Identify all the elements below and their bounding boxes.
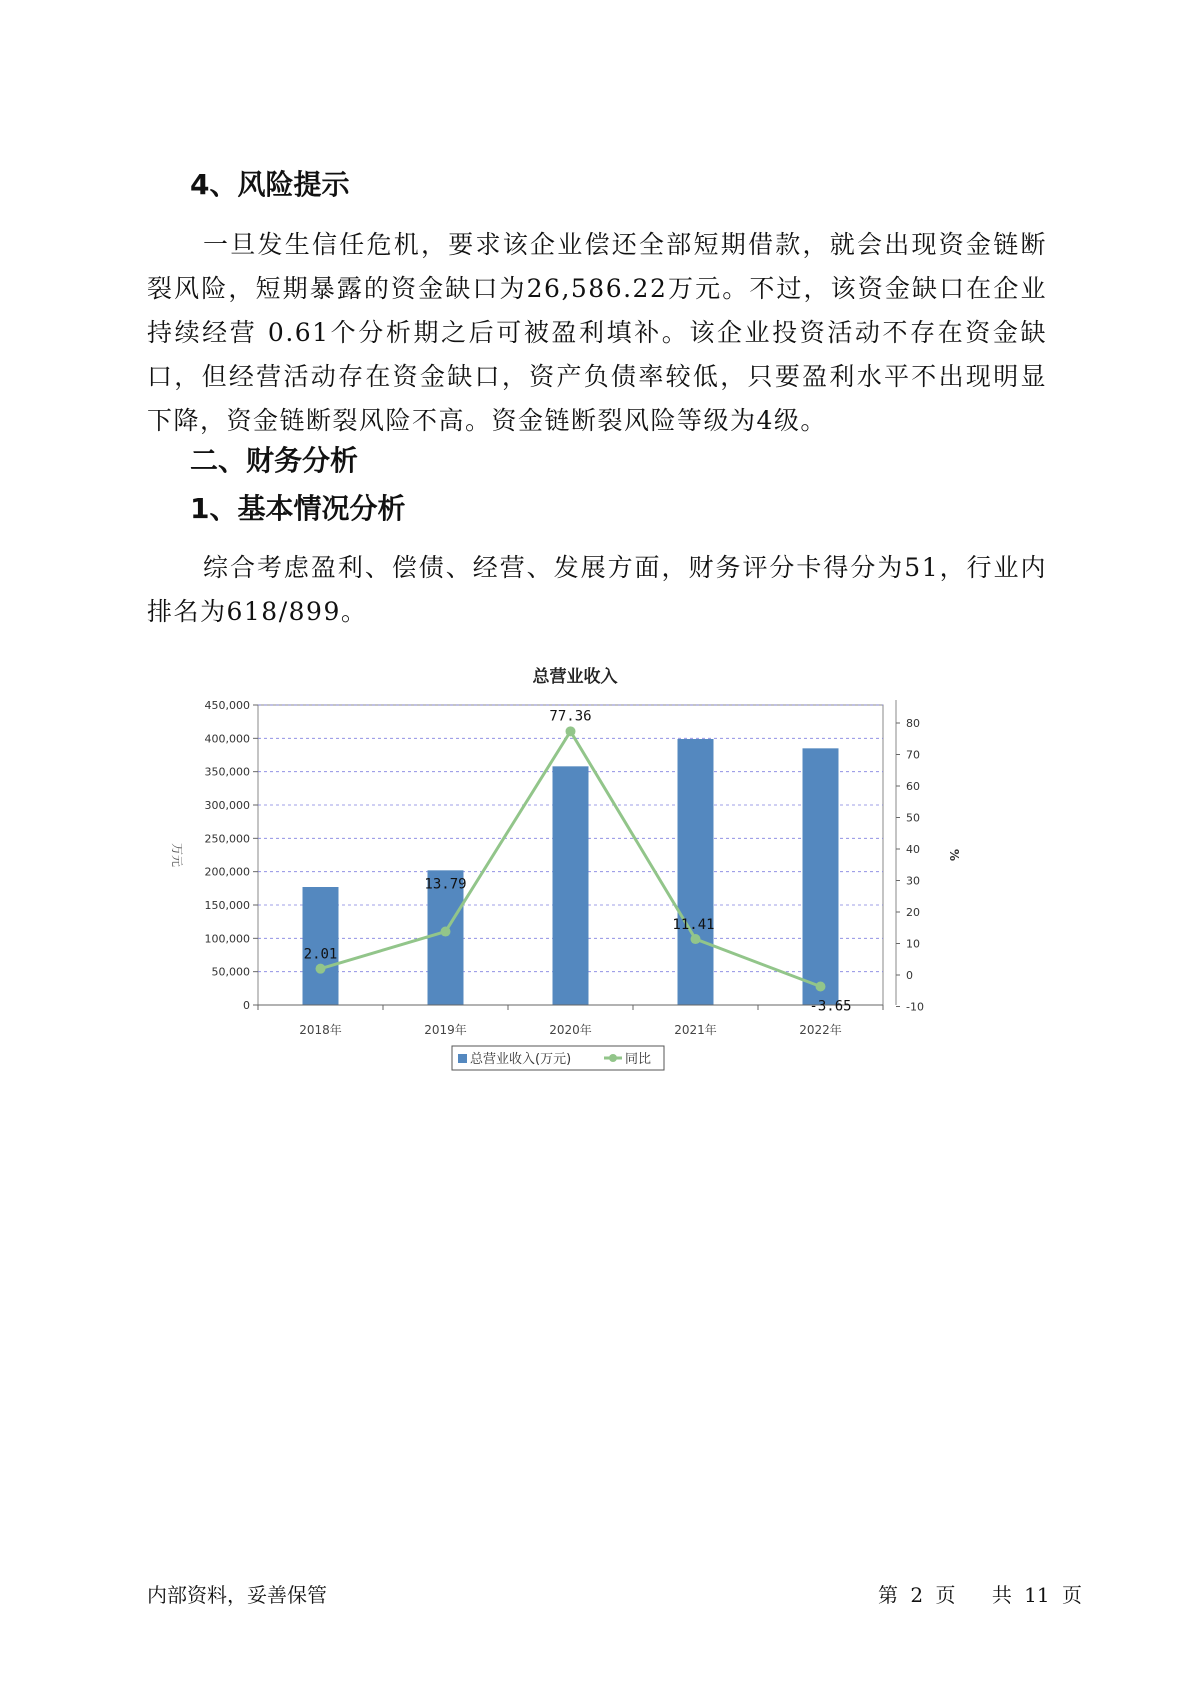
yoy-data-label: -3.65 bbox=[809, 998, 852, 1015]
page-number bbox=[878, 1581, 1082, 1609]
x-tick-label: 2019年 bbox=[424, 1023, 467, 1037]
y2-tick-label: 30 bbox=[906, 874, 920, 888]
yoy-point bbox=[566, 726, 576, 736]
finance-heading: 二、财务分析 bbox=[190, 444, 359, 477]
revenue-chart bbox=[170, 660, 961, 1080]
legend-bar-swatch bbox=[458, 1054, 467, 1063]
y-tick-label: 50,000 bbox=[211, 965, 250, 979]
yoy-data-label: 11.41 bbox=[672, 917, 715, 934]
yoy-data-label: 77.36 bbox=[549, 708, 592, 725]
y2-tick-label: 70 bbox=[906, 748, 920, 762]
chart-title: 总营业收入 bbox=[532, 667, 618, 687]
yoy-point bbox=[316, 964, 326, 974]
legend-line-label: 同比 bbox=[625, 1052, 652, 1067]
yoy-point bbox=[816, 981, 826, 991]
y-tick-label: 450,000 bbox=[204, 699, 250, 712]
risk-paragraph: 一旦发生信任危机，要求该企业偿还全部短期借款，就会出现资金链断裂风险，短期暴露的资金缺口为26,586.22万元。不过，该资金缺口在企业持续经营 0.61个分析期之后可被盈利填补。该企业投资活动不存在资金缺口，但经营活动存在资金缺口，资产负债率较低，只要盈利水平不出现明显下降，资金链断裂风险不高。资金链断裂风险等级为4级。 bbox=[147, 230, 1047, 435]
basic-paragraph: 综合考虑盈利、偿债、经营、发展方面，财务评分卡得分为51，行业内排名为618/899。 bbox=[147, 553, 1047, 626]
y2-tick-label: 60 bbox=[906, 780, 920, 793]
revenue-bar bbox=[803, 748, 839, 1005]
y-tick-label: 100,000 bbox=[204, 932, 250, 946]
y2-tick-label: 10 bbox=[906, 937, 920, 951]
y2-tick-label: 50 bbox=[906, 811, 920, 825]
y-axis-label: 万元 bbox=[170, 842, 184, 868]
x-tick-label: 2020年 bbox=[549, 1023, 592, 1037]
page-prefix: 第 bbox=[878, 1583, 898, 1607]
legend-line-marker bbox=[609, 1054, 617, 1062]
revenue-bar bbox=[553, 766, 589, 1005]
total-num: 11 bbox=[1024, 1583, 1050, 1607]
revenue-bar bbox=[678, 739, 714, 1005]
risk-heading: 4、风险提示 bbox=[190, 168, 350, 201]
y-tick-label: 200,000 bbox=[204, 865, 250, 879]
x-tick-label: 2021年 bbox=[674, 1023, 717, 1037]
y-tick-label: 250,000 bbox=[204, 832, 250, 846]
page-unit: 页 bbox=[935, 1583, 956, 1607]
y-tick-label: 300,000 bbox=[204, 799, 250, 812]
yoy-data-label: 2.01 bbox=[303, 946, 338, 963]
y-tick-label: 400,000 bbox=[204, 732, 250, 746]
page-num: 2 bbox=[910, 1583, 924, 1607]
x-tick-label: 2018年 bbox=[299, 1023, 342, 1037]
y2-tick-label: 0 bbox=[906, 969, 913, 982]
y-tick-label: 150,000 bbox=[204, 899, 250, 912]
y2-tick-label: -10 bbox=[906, 1000, 924, 1014]
y-tick-label: 0 bbox=[243, 999, 250, 1012]
yoy-point bbox=[441, 927, 451, 937]
y2-tick-label: 20 bbox=[906, 906, 920, 919]
basic-heading: 1、基本情况分析 bbox=[190, 492, 406, 525]
y2-axis-label: % bbox=[947, 848, 961, 862]
yoy-data-label: 13.79 bbox=[424, 876, 467, 893]
yoy-point bbox=[691, 934, 701, 944]
y-tick-label: 350,000 bbox=[204, 765, 250, 779]
legend-bar-label: 总营业收入(万元) bbox=[470, 1052, 572, 1067]
x-tick-label: 2022年 bbox=[799, 1023, 842, 1037]
footer-note: 内部资料，妥善保管 bbox=[147, 1583, 327, 1607]
y2-tick-label: 40 bbox=[906, 843, 920, 856]
y2-tick-label: 80 bbox=[906, 717, 920, 730]
total-unit: 页 bbox=[1061, 1583, 1082, 1607]
total-prefix: 共 bbox=[991, 1583, 1012, 1607]
